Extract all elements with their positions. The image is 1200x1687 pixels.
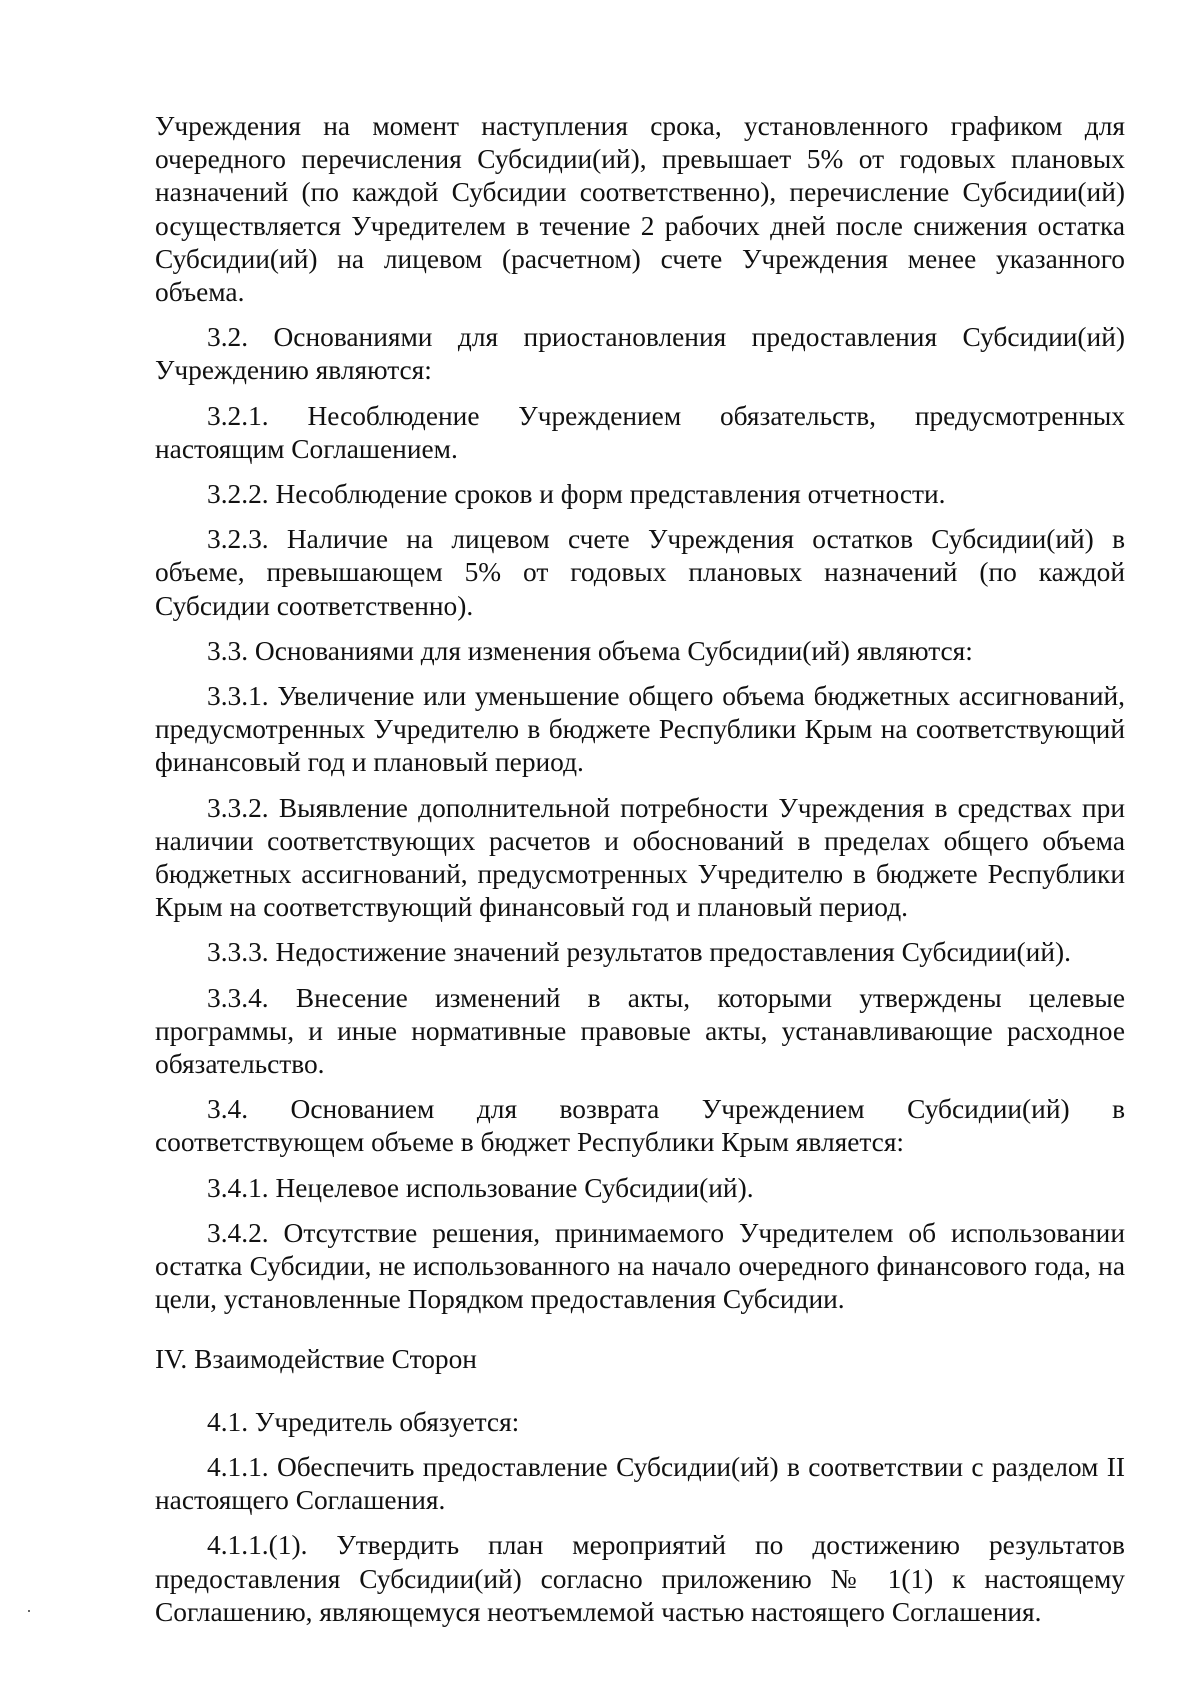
paragraph-continuation: Учреждения на момент наступления срока, установленного графиком для очередного перечисления Субсидии(ий), превышает 5% от годовых плановых назначений (по каждой Субсидии соответственно), перечисление Субсидии(ий) осуществляется Учредителем в течение 2 рабочих дней после снижения остатка Субсидии(ий) на лицевом (расчетном) счете Учреждения менее указанного объема. — [155, 111, 1125, 308]
paragraph-4-1-1-1: 4.1.1.(1). Утвердить план мероприятий по достижению результатов предоставления Субсидии(ий) согласно приложению № 1(1) к настоящему Соглашению, являющемуся неотъемлемой частью настоящего Соглашения. — [155, 1530, 1125, 1627]
paragraph-3-3: 3.3. Основаниями для изменения объема Субсидии(ий) являются: — [207, 635, 973, 666]
paragraph-3-2: 3.2. Основаниями для приостановления предоставления Субсидии(ий) Учреждению являются: — [155, 322, 1125, 386]
paragraph-3-3-4: 3.3.4. Внесение изменений в акты, которыми утверждены целевые программы, и иные нормативные правовые акты, устанавливающие расходное обязательство. — [155, 982, 1125, 1080]
paragraph-3-2-1: 3.2.1. Несоблюдение Учреждением обязательств, предусмотренных настоящим Соглашением. — [155, 400, 1125, 464]
paragraph-4-1-1: 4.1.1. Обеспечить предоставление Субсидии(ий) в соответствии с разделом II настоящего Соглашения. — [155, 1451, 1125, 1516]
paragraph-3-3-1: 3.3.1. Увеличение или уменьшение общего объема бюджетных ассигнований, предусмотренных Учредителю в бюджете Республики Крым на соответствующий финансовый год и плановый период. — [155, 681, 1125, 778]
paragraph-3-4-1: 3.4.1. Нецелевое использование Субсидии(ий). — [207, 1172, 754, 1203]
paragraph-3-4: 3.4. Основанием для возврата Учреждением Субсидии(ий) в соответствующем объеме в бюджет Республики Крым является: — [155, 1094, 1125, 1158]
document-page — [155, 110, 1125, 1641]
paragraph-3-3-3: 3.3.3. Недостижение значений результатов предоставления Субсидии(ий). — [207, 937, 1071, 968]
paragraph-3-4-2: 3.4.2. Отсутствие решения, принимаемого Учредителем об использовании остатка Субсидии, не использованного на начало очередного финансового года, на цели, установленные Порядком предоставления Субсидии. — [155, 1217, 1125, 1315]
paragraph-3-2-3: 3.2.3. Наличие на лицевом счете Учреждения остатков Субсидии(ий) в объеме, превышающем 5% от годовых плановых назначений (по каждой Субсидии соответственно). — [155, 524, 1125, 621]
scan-speck — [28, 1610, 30, 1612]
paragraph-4-1: 4.1. Учредитель обязуется: — [207, 1406, 520, 1437]
section-heading: IV. Взаимодействие Сторон — [155, 1343, 477, 1374]
paragraph-3-3-2: 3.3.2. Выявление дополнительной потребности Учреждения в средствах при наличии соответствующих расчетов и обоснований в пределах общего объема бюджетных ассигнований, предусмотренных Учредителю в бюджете Республики Крым на соответствующий финансовый год и плановый период. — [155, 792, 1125, 923]
paragraph-3-2-2: 3.2.2. Несоблюдение сроков и форм представления отчетности. — [207, 479, 946, 510]
